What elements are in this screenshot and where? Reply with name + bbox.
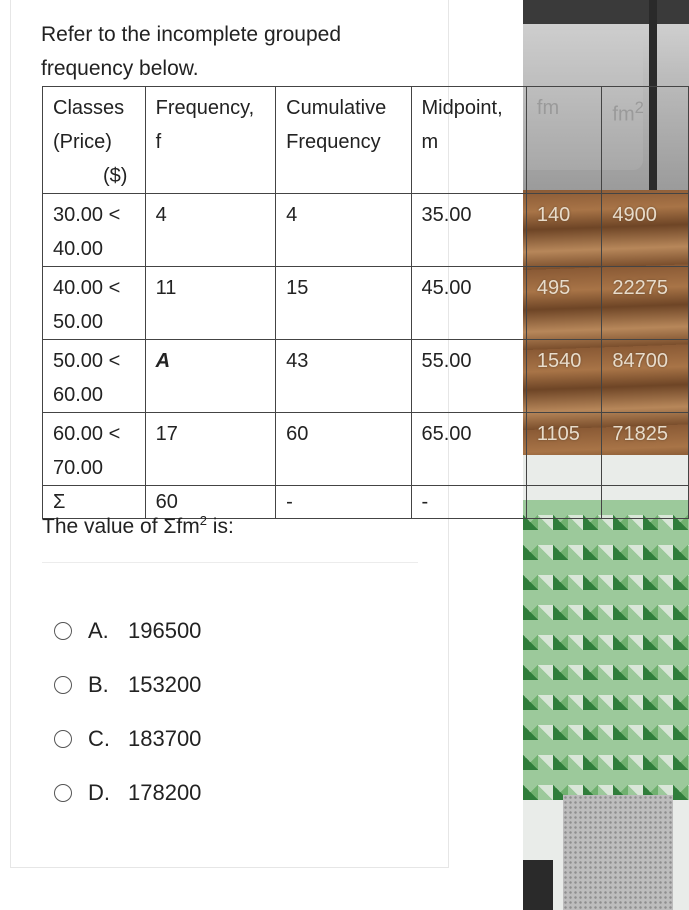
option-d[interactable] <box>54 766 201 820</box>
cell-class-a: 50.00 < <box>53 350 121 372</box>
table-row <box>43 413 689 486</box>
answer-options <box>54 604 201 820</box>
cell-class-a: 60.00 < <box>53 423 121 445</box>
cell-class-a: 40.00 < <box>53 277 121 299</box>
table-header-row <box>43 87 689 194</box>
sum-label: Σ <box>43 486 146 519</box>
cell-class-b: 60.00 <box>53 384 104 406</box>
option-value: 153200 <box>128 672 202 697</box>
cell-fm: 495 <box>526 267 602 340</box>
cell-fm2: 71825 <box>602 413 689 486</box>
cell-cf: 4 <box>276 194 411 267</box>
header-frequency-line1: Frequency, <box>155 97 255 119</box>
header-frequency <box>145 87 276 194</box>
header-fm2-sup: 2 <box>634 98 644 117</box>
cell-class <box>43 340 146 413</box>
table-row <box>43 340 689 413</box>
table-row <box>43 267 689 340</box>
option-value: 196500 <box>128 618 202 643</box>
sum-f: 60 <box>145 486 276 519</box>
photo-table-top <box>523 0 689 24</box>
divider <box>42 562 418 563</box>
option-b[interactable] <box>54 658 201 712</box>
cell-cf: 43 <box>276 340 411 413</box>
radio-icon[interactable] <box>54 622 72 640</box>
cell-cf: 60 <box>276 413 411 486</box>
option-letter: A. <box>88 618 109 643</box>
option-a[interactable] <box>54 604 201 658</box>
cell-fm: 1540 <box>526 340 602 413</box>
cell-f: 4 <box>145 194 276 267</box>
cell-fm2: 4900 <box>602 194 689 267</box>
header-fm2-base: fm <box>612 103 635 126</box>
header-classes-line2: (Price) <box>53 131 112 153</box>
header-classes <box>43 87 146 194</box>
cell-f: 11 <box>145 267 276 340</box>
option-letter: D. <box>88 780 110 805</box>
cell-class-b: 70.00 <box>53 457 104 479</box>
photo-grille <box>563 795 673 910</box>
header-cumulative-line2: Frequency <box>286 131 381 153</box>
prompt-suffix: is: <box>206 515 234 538</box>
prompt-sup: 2 <box>199 513 207 528</box>
cell-m: 35.00 <box>411 194 526 267</box>
header-cumulative <box>276 87 411 194</box>
prompt-label: The value of Σfm <box>42 515 200 538</box>
prompt-text <box>42 506 234 542</box>
option-c[interactable] <box>54 712 201 766</box>
sum-fm2 <box>602 486 689 519</box>
cell-class <box>43 413 146 486</box>
cell-f-unknown: A <box>145 340 276 413</box>
cell-class <box>43 267 146 340</box>
radio-icon[interactable] <box>54 730 72 748</box>
cell-f: 17 <box>145 413 276 486</box>
header-cumulative-line1: Cumulative <box>286 97 387 119</box>
header-frequency-line2: f <box>155 131 162 153</box>
cell-m: 45.00 <box>411 267 526 340</box>
cell-class-a: 30.00 < <box>53 204 121 226</box>
option-letter: C. <box>88 726 110 751</box>
option-letter: B. <box>88 672 109 697</box>
cell-class <box>43 194 146 267</box>
option-value: 178200 <box>128 780 202 805</box>
table-row <box>43 194 689 267</box>
cell-class-b: 40.00 <box>53 238 104 260</box>
sum-fm <box>526 486 602 519</box>
frequency-table <box>42 86 689 519</box>
header-fm: fm <box>526 87 602 194</box>
cell-m: 55.00 <box>411 340 526 413</box>
cell-fm2: 22275 <box>602 267 689 340</box>
photo-green-tiles <box>523 500 689 800</box>
header-classes-line1: Classes <box>53 97 125 119</box>
header-classes-line3: ($) <box>103 165 128 187</box>
header-fm2 <box>602 87 689 194</box>
header-midpoint <box>411 87 526 194</box>
cell-fm: 1105 <box>526 413 602 486</box>
header-midpoint-line2: m <box>421 131 439 153</box>
photo-dark-object <box>523 860 553 910</box>
option-value: 183700 <box>128 726 202 751</box>
cell-m: 65.00 <box>411 413 526 486</box>
cell-cf: 15 <box>276 267 411 340</box>
sum-cf: - <box>276 486 411 519</box>
radio-icon[interactable] <box>54 784 72 802</box>
question-text: Refer to the incomplete grouped frequency below. <box>41 23 342 80</box>
header-midpoint-line1: Midpoint, <box>421 97 503 119</box>
sum-m: - <box>411 486 526 519</box>
cell-class-b: 50.00 <box>53 311 104 333</box>
cell-fm2: 84700 <box>602 340 689 413</box>
cell-fm: 140 <box>526 194 602 267</box>
radio-icon[interactable] <box>54 676 72 694</box>
